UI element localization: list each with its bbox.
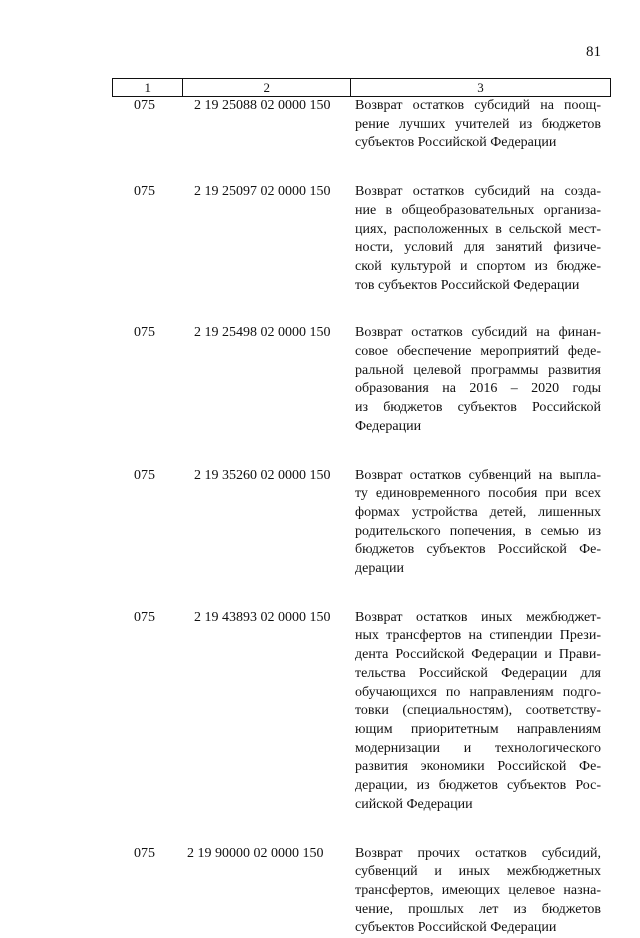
description-line: рение лучших учителей из бюджетов bbox=[355, 116, 601, 135]
description-line: ющим приоритетным направлениям bbox=[355, 721, 601, 740]
description-line: дента Российской Федерации и Прави- bbox=[355, 646, 601, 665]
description-line: циях, расположенных в сельской мест- bbox=[355, 221, 601, 240]
table-row bbox=[112, 609, 611, 815]
description-line: сийской Федерации bbox=[355, 796, 601, 815]
description-line: Возврат остатков иных межбюджет- bbox=[355, 609, 601, 628]
description-line: Возврат остатков субвенций на выпла- bbox=[355, 467, 601, 486]
description-line: дерации, из бюджетов субъектов Рос- bbox=[355, 777, 601, 796]
description-line: тов субъектов Российской Федерации bbox=[355, 277, 601, 296]
description-line: модернизации и технологического bbox=[355, 740, 601, 759]
description-line: Возврат прочих остатков субсидий, bbox=[355, 845, 601, 864]
kbk-code: 2 19 25498 02 0000 150 bbox=[194, 324, 331, 343]
description-line: субъектов Российской Федерации bbox=[355, 134, 601, 153]
description-line: субъектов Российской Федерации bbox=[355, 919, 601, 938]
description-line: образования на 2016 – 2020 годы bbox=[355, 380, 601, 399]
description-line: совое обеспечение мероприятий феде- bbox=[355, 343, 601, 362]
admin-code: 075 bbox=[134, 467, 155, 486]
description-line: ние в общеобразовательных организа- bbox=[355, 202, 601, 221]
description-line: субвенций и иных межбюджетных bbox=[355, 863, 601, 882]
description-line: тельства Российской Федерации для bbox=[355, 665, 601, 684]
admin-code: 075 bbox=[134, 845, 155, 864]
description-line: дерации bbox=[355, 560, 601, 579]
table-header bbox=[112, 78, 611, 97]
description-line: бюджетов субъектов Российской Фе- bbox=[355, 541, 601, 560]
description-line: чение, прошлых лет из бюджетов bbox=[355, 901, 601, 920]
description bbox=[355, 845, 601, 938]
header-col-2: 2 bbox=[183, 79, 351, 97]
description-line: ных трансфертов на стипендии Прези- bbox=[355, 627, 601, 646]
description bbox=[355, 609, 601, 815]
description-line: Возврат остатков субсидий на финан- bbox=[355, 324, 601, 343]
description-line: товки (специальностям), соответству- bbox=[355, 702, 601, 721]
table-row bbox=[112, 97, 611, 153]
kbk-code: 2 19 90000 02 0000 150 bbox=[187, 845, 324, 864]
admin-code: 075 bbox=[134, 609, 155, 628]
header-col-1: 1 bbox=[113, 79, 183, 97]
table-header-row bbox=[113, 79, 611, 97]
description bbox=[355, 467, 601, 579]
description-line: родительского попечения, в семью из bbox=[355, 523, 601, 542]
kbk-code: 2 19 43893 02 0000 150 bbox=[194, 609, 331, 628]
table-row bbox=[112, 845, 611, 938]
description-line: ту единовременного пособия при всех bbox=[355, 485, 601, 504]
description-line: Возврат остатков субсидий на поощ- bbox=[355, 97, 601, 116]
table-row bbox=[112, 183, 611, 295]
description bbox=[355, 97, 601, 153]
description-line: ской культурой и спортом из бюдже- bbox=[355, 258, 601, 277]
admin-code: 075 bbox=[134, 183, 155, 202]
description-line: обучающихся по направлениям подго- bbox=[355, 684, 601, 703]
description-line: трансфертов, имеющих целевое назна- bbox=[355, 882, 601, 901]
table-body bbox=[112, 97, 611, 938]
description-line: из бюджетов субъектов Российской bbox=[355, 399, 601, 418]
kbk-code: 2 19 25097 02 0000 150 bbox=[194, 183, 331, 202]
description-line: формах устройства детей, лишенных bbox=[355, 504, 601, 523]
description-line: Возврат остатков субсидий на созда- bbox=[355, 183, 601, 202]
table-row bbox=[112, 467, 611, 579]
description-line: ности, условий для занятий физиче- bbox=[355, 239, 601, 258]
table-row bbox=[112, 324, 611, 436]
description bbox=[355, 324, 601, 436]
description-line: ральной целевой программы развития bbox=[355, 362, 601, 381]
admin-code: 075 bbox=[134, 324, 155, 343]
page-number: 81 bbox=[586, 44, 601, 61]
admin-code: 075 bbox=[134, 97, 155, 116]
kbk-code: 2 19 25088 02 0000 150 bbox=[194, 97, 331, 116]
description-line: развития экономики Российской Фе- bbox=[355, 758, 601, 777]
description bbox=[355, 183, 601, 295]
description-line: Федерации bbox=[355, 418, 601, 437]
kbk-code: 2 19 35260 02 0000 150 bbox=[194, 467, 331, 486]
header-col-3: 3 bbox=[351, 79, 611, 97]
